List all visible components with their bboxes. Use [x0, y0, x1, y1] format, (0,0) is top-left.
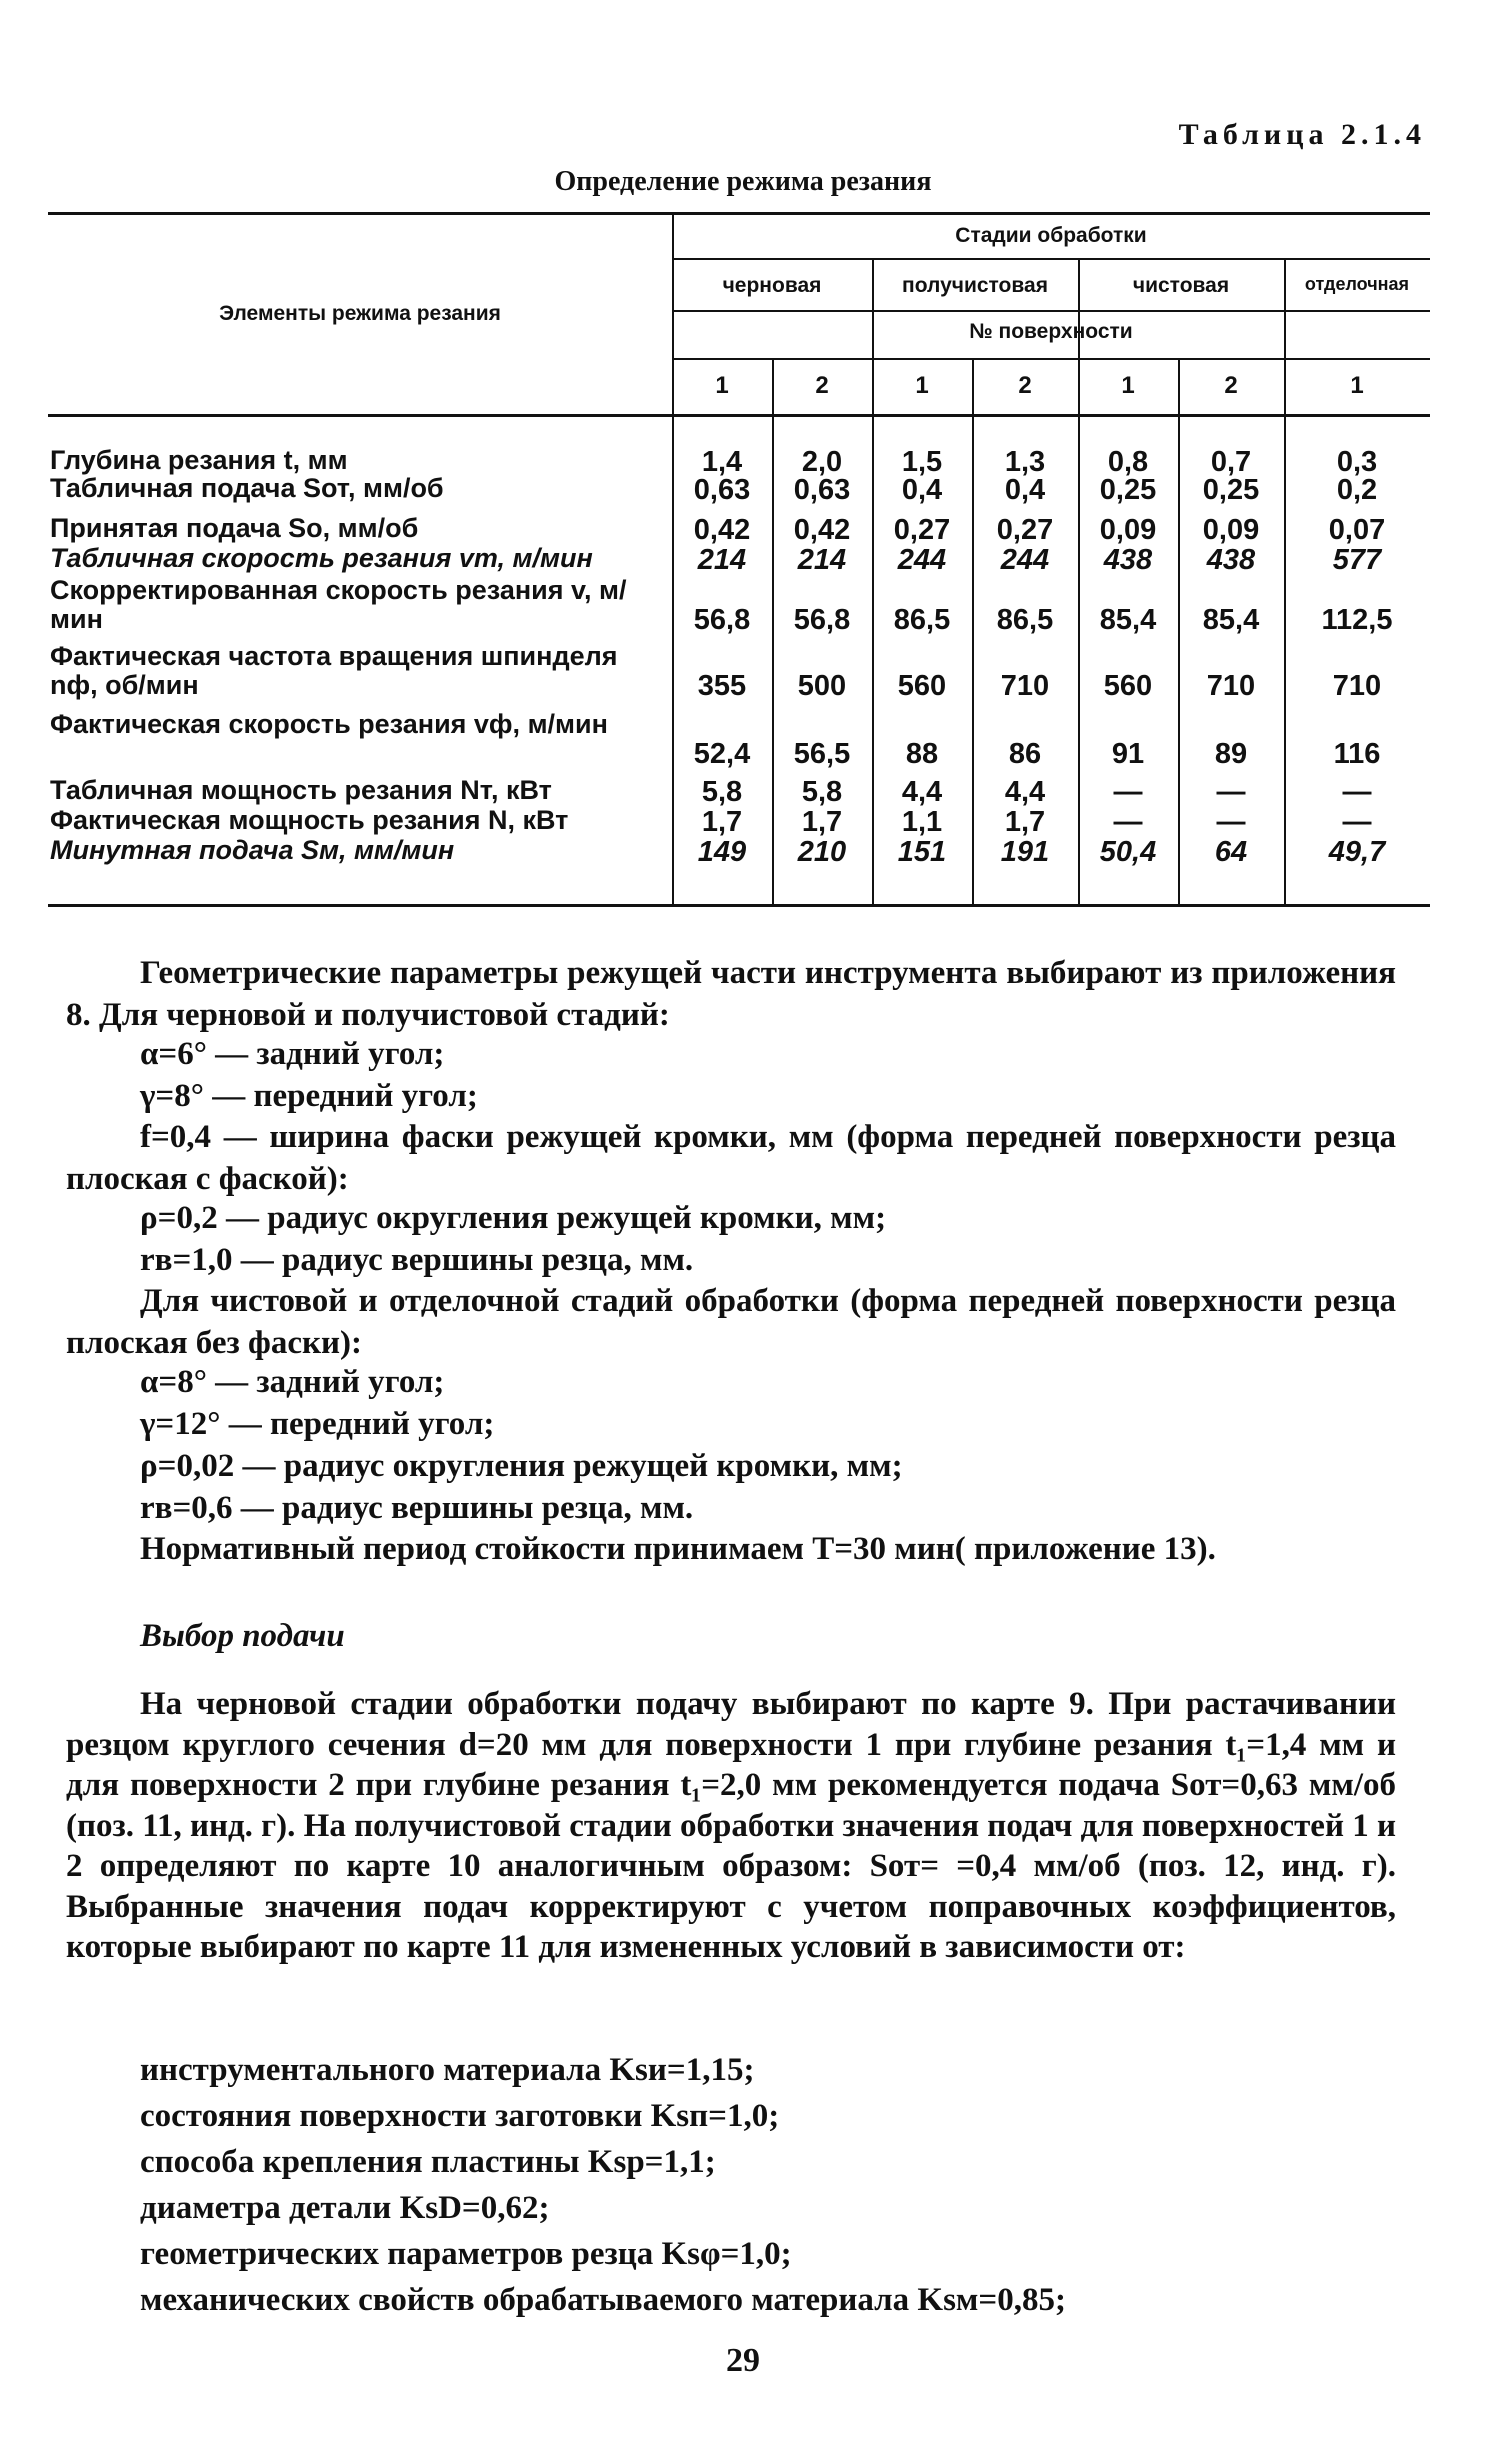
table-cell: 85,4 [1099, 604, 1157, 636]
surface-number: 1 [1350, 372, 1364, 399]
table-cell: 1,1 [901, 806, 943, 838]
table-cell: 438 [1206, 544, 1256, 576]
table-cell: 210 [797, 836, 847, 868]
coefficient-line: механических свойств обрабатываемого материала Ksм=0,85; [140, 2282, 1066, 2318]
param-line: ρ=0,2 — радиус округления режущей кромки, мм; [140, 1200, 887, 1236]
paragraph-finishing: Для чистовой и отделочной стадий обработки (форма передней поверхности резца плоская без фаски): [66, 1283, 1396, 1361]
table-cell: 244 [1000, 544, 1050, 576]
table-cell: 0,09 [1202, 514, 1260, 546]
table-cell: 244 [897, 544, 947, 576]
table-cell: 149 [697, 836, 747, 868]
param-line: α=6° — задний угол; [140, 1036, 445, 1072]
table-cell: 1,4 [701, 446, 743, 478]
table-cell: — [1113, 776, 1143, 808]
row-label: Фактическая скорость резания vф, м/мин [50, 709, 608, 739]
table-cell: 0,63 [793, 474, 851, 506]
table-cell: 88 [905, 738, 939, 770]
stage-semifinish: получистовая [902, 274, 1048, 297]
coefficient-line: геометрических параметров резца Ksφ=1,0; [140, 2236, 792, 2272]
table-cell: 0,25 [1099, 474, 1157, 506]
coefficient-line: инструментального материала Ksи=1,15; [140, 2052, 755, 2088]
table-cell: 56,8 [693, 604, 751, 636]
row-label: Глубина резания t, мм [50, 445, 348, 475]
row-label: Фактическая мощность резания N, кВт [50, 805, 569, 835]
table-cell: 560 [897, 670, 947, 702]
table-cell: 4,4 [901, 776, 943, 808]
table-cell: 1,7 [801, 806, 843, 838]
table-title: Определение режима резания [554, 166, 932, 197]
table-cell: 560 [1103, 670, 1153, 702]
param-line: γ=8° — передний угол; [140, 1078, 478, 1114]
coefficient-line: способа крепления пластины Ksр=1,1; [140, 2144, 716, 2180]
table-cell: 56,8 [793, 604, 851, 636]
table-cell: 1,3 [1004, 446, 1046, 478]
table-cell: 0,27 [893, 514, 951, 546]
stage-finish: чистовая [1132, 274, 1230, 297]
table-cell: 0,4 [901, 474, 943, 506]
coefficient-line: диаметра детали KsD=0,62; [140, 2190, 550, 2226]
table-cell: 214 [697, 544, 747, 576]
table-cell: 710 [1332, 670, 1382, 702]
table-cell: 86,5 [893, 604, 951, 636]
surface-number: 1 [1121, 372, 1135, 399]
row-label: Принятая подача Sо, мм/об [50, 513, 419, 543]
surface-label-line [672, 358, 1430, 360]
paragraph-chamfer: f=0,4 — ширина фаски режущей кромки, мм (форма передней поверхности резца плоская с фаской): [66, 1119, 1396, 1197]
stage-header-line [672, 258, 1430, 260]
row-label: Табличная мощность резания Nт, кВт [50, 775, 552, 805]
table-cell: 0,4 [1004, 474, 1046, 506]
row-label: Табличная подача Sот, мм/об [50, 473, 444, 503]
paragraph-feed-selection: На черновой стадии обработки подачу выбирают по карте 9. При растачивании резцом круглого сечения d=20 мм для поверхности 1 при глубине резания t₁=1,4 мм и для поверхности 2 при глубине резания t₁=2,0 мм рекомендуется подача Sот=0,63 мм/об (поз. 11, инд. г). На получистовой стадии обработки значения подач для поверхностей 1 и 2 определяют по карте 10 аналогичным образом: Sот= =0,4 мм/об (поз. 12, инд. г). Выбранные значения подач корректируют с учетом поправочных коэффициентов, которые выбирают по карте 11 для измененных условий в зависимости от: [66, 1686, 1396, 1965]
coefficient-line: состояния поверхности заготовки Ksп=1,0; [140, 2098, 780, 2134]
table-cell: 0,09 [1099, 514, 1157, 546]
paragraph-geometry: Геометрические параметры режущей части инструмента выбирают из приложения 8. Для черновой и получистовой стадий: [66, 955, 1396, 1033]
table-cell: 91 [1111, 738, 1145, 770]
table-cell: 0,3 [1336, 446, 1378, 478]
table-cell: 191 [1000, 836, 1050, 868]
param-line: rв=0,6 — радиус вершины резца, мм. [140, 1490, 694, 1526]
table-cell: 0,07 [1328, 514, 1386, 546]
table-cell: 89 [1214, 738, 1248, 770]
table-cell: — [1216, 776, 1246, 808]
row-label: Фактическая частота вращения шпинделя nф, об/мин [50, 641, 618, 700]
table-cell: 214 [797, 544, 847, 576]
param-line: ρ=0,02 — радиус округления режущей кромки, мм; [140, 1448, 903, 1484]
table-cell: 151 [897, 836, 947, 868]
table-cell: 52,4 [693, 738, 751, 770]
table-cell: 1,7 [701, 806, 743, 838]
table-cell: 0,63 [693, 474, 751, 506]
surface-number: 1 [715, 372, 729, 399]
surface-number-header: № поверхности [969, 320, 1133, 343]
table-cell: 0,2 [1336, 474, 1378, 506]
table-cell: 56,5 [793, 738, 851, 770]
table-cell: 0,8 [1107, 446, 1149, 478]
table-cell: — [1342, 776, 1372, 808]
surface-number: 2 [815, 372, 829, 399]
elements-header: Элементы режима резания [219, 302, 501, 325]
table-cell: 4,4 [1004, 776, 1046, 808]
table-cell: 355 [697, 670, 747, 702]
table-cell: 112,5 [1321, 604, 1393, 636]
table-cell: 116 [1333, 738, 1381, 770]
table-cell: 64 [1214, 836, 1248, 868]
table-cell: 86 [1008, 738, 1042, 770]
table-top-rule [48, 212, 1430, 215]
table-cell: 0,27 [996, 514, 1054, 546]
table-cell: 50,4 [1099, 836, 1157, 868]
table-cell: 1,5 [901, 446, 943, 478]
param-line: α=8° — задний угол; [140, 1364, 445, 1400]
table-cell: 86,5 [996, 604, 1054, 636]
table-cell: 49,7 [1328, 836, 1386, 868]
table-cell: 5,8 [801, 776, 843, 808]
table-cell: 1,7 [1004, 806, 1046, 838]
table-cell: 710 [1000, 670, 1050, 702]
stage-names-line [672, 310, 1430, 312]
table-bottom-rule [48, 904, 1430, 907]
stage-rough: черновая [722, 274, 822, 297]
paragraph-tool-life: Нормативный период стойкости принимаем T=30 мин( приложение 13). [140, 1531, 1216, 1567]
table-cell: — [1216, 806, 1246, 838]
table-cell: — [1113, 806, 1143, 838]
param-line: γ=12° — передний угол; [140, 1406, 495, 1442]
stage-finishing: отделочная [1304, 274, 1410, 294]
param-line: rв=1,0 — радиус вершины резца, мм. [140, 1242, 694, 1278]
table-number: Таблица 2.1.4 [1178, 118, 1426, 151]
row-label: Табличная скорость резания vт, м/мин [50, 543, 593, 573]
row-label: Минутная подача Sм, мм/мин [50, 835, 455, 865]
table-cell: 0,7 [1210, 446, 1252, 478]
table-cell: 577 [1332, 544, 1382, 576]
page-number: 29 [726, 2342, 760, 2379]
table-cell: 2,0 [801, 446, 843, 478]
table-cell: 0,42 [793, 514, 851, 546]
table-cell: 0,25 [1202, 474, 1260, 506]
table-cell: — [1342, 806, 1372, 838]
stages-header: Стадии обработки [955, 224, 1147, 247]
section-title: Выбор подачи [140, 1618, 345, 1654]
surface-number: 2 [1224, 372, 1238, 399]
table-cell: 438 [1103, 544, 1153, 576]
table-cell: 85,4 [1202, 604, 1260, 636]
table-cell: 500 [797, 670, 847, 702]
table-cell: 5,8 [701, 776, 743, 808]
surface-number: 1 [915, 372, 929, 399]
table-cell: 710 [1206, 670, 1256, 702]
row-label: Скорректированная скорость резания v, м/мин [50, 575, 627, 634]
table-cell: 0,42 [693, 514, 751, 546]
surface-number: 2 [1018, 372, 1032, 399]
table-header-rule [48, 414, 1430, 417]
